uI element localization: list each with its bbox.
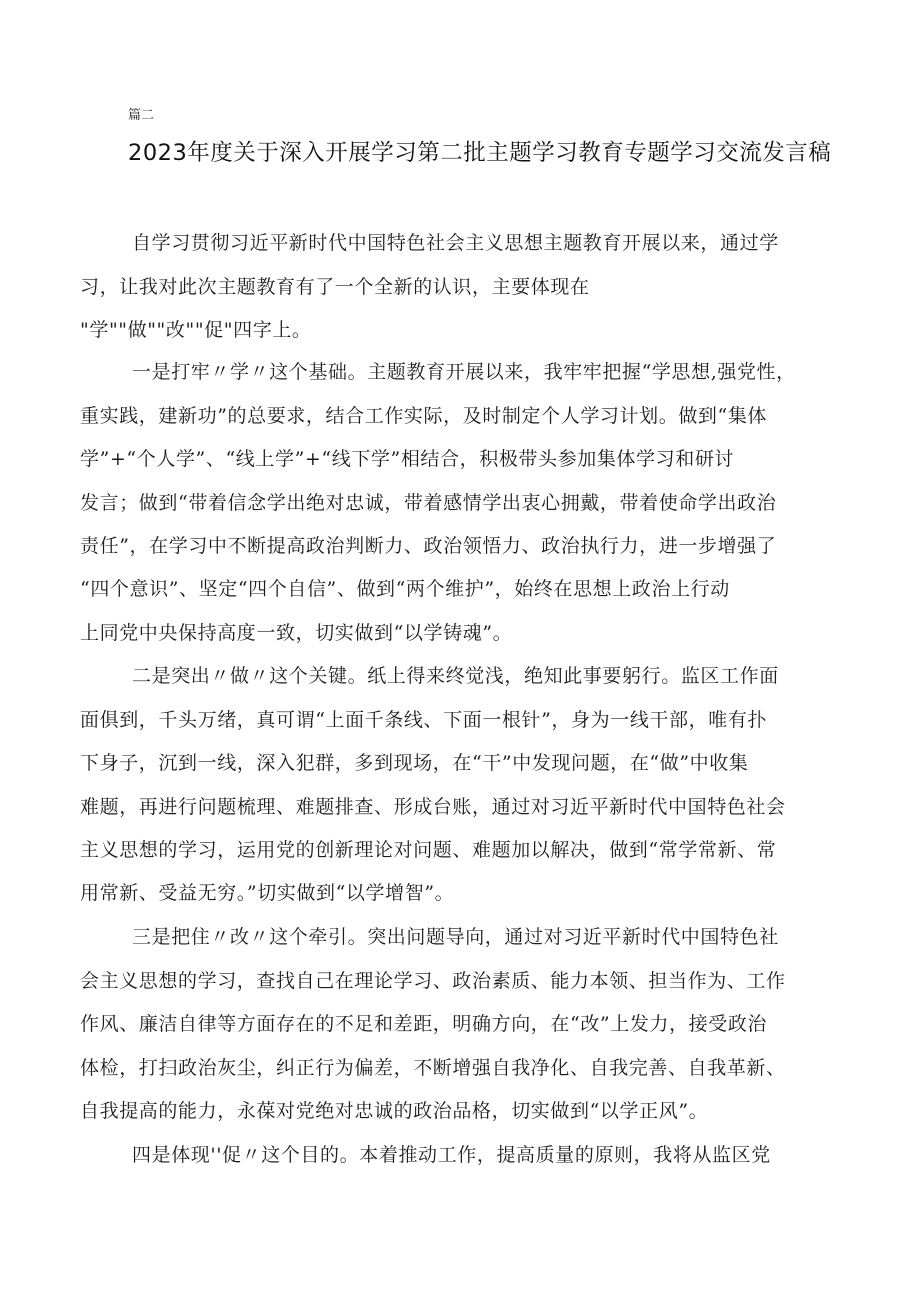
document-title: 2023年度关于深入开展学习第二批主题学习教育专题学习交流发言稿: [128, 140, 832, 166]
paragraph-line: 用常新、受益无穷。”切实做到“以学增智”。: [80, 882, 455, 904]
paragraph-line: 体检，打扫政治灰尘，纠正行为偏差，不断增强自我净化、自我完善、自我革新、: [80, 1057, 786, 1079]
paragraph-line: 主义思想的学习，运用党的创新理论对问题、难题加以解决，做到“常学常新、常: [80, 839, 777, 861]
paragraph-line: “四个意识”、坚定“四个自信”、做到“两个维护”，始终在思想上政治上行动: [80, 578, 730, 600]
paragraph-line: 自学习贯彻习近平新时代中国特色社会主义思想主题教育开展以来，通过学: [132, 232, 779, 254]
paragraph-line: 上同党中央保持高度一致，切实做到“以学铸魂”。: [80, 622, 513, 644]
paragraph-line: 责任”，在学习中不断提高政治判断力、政治领悟力、政治执行力，进一步增强了: [80, 535, 777, 557]
paragraph-line: 四是体现''促〃这个目的。本着推动工作，提高质量的原则，我将从监区党: [132, 1144, 771, 1166]
paragraph-line: 下身子，沉到一线，深入犯群，多到现场，在“干”中发现问题，在“做”中收集: [80, 752, 749, 774]
paragraph-line: 会主义思想的学习，查找自己在理论学习、政治素质、能力本领、担当作为、工作: [80, 970, 786, 992]
paragraph-line: 二是突出〃做〃这个关键。纸上得来终觉浅，绝知此事要躬行。监区工作面: [132, 665, 779, 687]
section-label: 篇二: [128, 108, 155, 123]
paragraph-line: 一是打牢〃学〃这个基础。主题教育开展以来，我牢牢把握“学思想,强党性，: [132, 361, 796, 383]
paragraph-line: 发言；做到“带着信念学出绝对忠诚，带着感情学出衷心拥戴，带着使命学出政治: [80, 492, 777, 514]
paragraph-line: 自我提高的能力，永葆对党绝对忠诚的政治品格，切实做到“以学正风”。: [80, 1100, 709, 1122]
paragraph-line: 习，让我对此次主题教育有了一个全新的认识，主要体现在: [80, 276, 590, 298]
paragraph-line: 作风、廉洁自律等方面存在的不足和差距，明确方向，在“改”上发力，接受政治: [80, 1013, 768, 1035]
paragraph-line: 三是把住〃改〃这个牵引。突出问题导向，通过对习近平新时代中国特色社: [132, 926, 779, 948]
paragraph-line: 重实践，建新功”的总要求，结合工作实际，及时制定个人学习计划。做到“集体: [80, 405, 768, 427]
paragraph-line: 学”+“个人学”、“线上学”+“线下学”相结合，积极带头参加集体学习和研讨: [80, 448, 735, 470]
paragraph-line: 难题，再进行问题梳理、难题排查、形成台账，通过对习近平新时代中国特色社会: [80, 796, 786, 818]
paragraph-line: 面俱到，千头万绪，真可谓“上面千条线、下面一根针”，身为一线干部，唯有扑: [80, 709, 768, 731]
paragraph-line: "学""做""改""促"四字上。: [80, 319, 312, 341]
